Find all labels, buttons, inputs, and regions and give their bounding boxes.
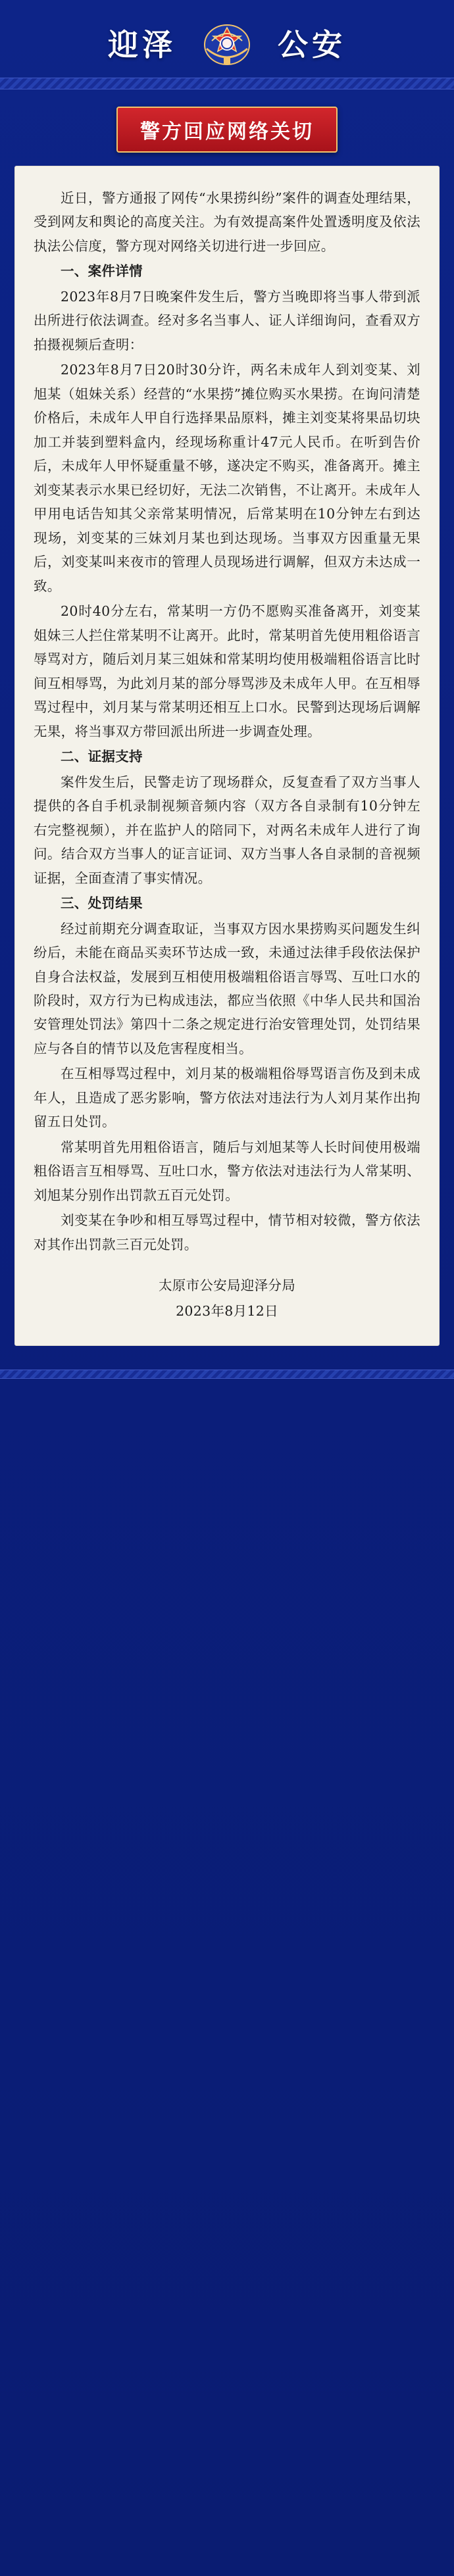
paragraph: 常某明首先用粗俗语言，随后与刘旭某等人长时间使用极端粗俗语言互相辱骂、互吐口水，警方依法对违法行为人常某明、刘旭某分别作出罚款五百元处罚。 [34, 1139, 420, 1203]
paragraph: 刘变某在争吵和相互辱骂过程中，情节相对较微，警方依法对其作出罚款三百元处罚。 [34, 1212, 420, 1252]
signature-organization: 太原市公安局迎泽分局 [159, 1277, 295, 1294]
section-heading-3: 三、处罚结果 [61, 895, 143, 912]
title-section [0, 89, 454, 166]
decorative-band-bottom [0, 1370, 454, 1379]
signature-date: 2023年8月12日 [176, 1302, 278, 1319]
paragraph: 经过前期充分调查取证，当事双方因水果捞购买问题发生纠纷后，未能在商品买卖环节达成一致，未通过法律手段依法保护自身合法权益，发展到互相使用极端粗俗语言辱骂、互吐口水的阶段时，双方行为已构成违法，都应当依照《中华人民共和国治安管理处罚法》第四十二条之规定进行治安管理处罚，处罚结果应与各自的情节以及危害程度相当。 [34, 920, 420, 1056]
paragraph: 2023年8月7日晚案件发生后，警方当晚即将当事人带到派出所进行依法调查。经对多名当事人、证人详细询问，查看双方拍摄视频后查明： [34, 288, 420, 353]
paragraph: 20时40分左右，常某明一方仍不愿购买准备离开，刘变某姐妹三人拦住常某明不让离开。此时，常某明首先使用粗俗语言辱骂对方，随后刘月某三姐妹和常某明均使用极端粗俗语言比时间互相辱骂，为此刘月某的部分辱骂涉及未成年人甲。在互相辱骂过程中，刘月某与常某明还相互上口水。民警到达现场后调解无果，将当事双方带回派出所进一步调查处理。 [34, 603, 420, 739]
header-right-word: 公安 [278, 27, 346, 62]
article-body [14, 166, 440, 1346]
police-emblem-icon [199, 14, 255, 71]
section-heading-2: 二、证据支持 [61, 749, 143, 765]
title-plate [116, 107, 338, 153]
footer-spacer [0, 1346, 454, 1363]
decorative-band-top [0, 78, 454, 89]
section-heading-1: 一、案件详情 [61, 263, 143, 280]
paragraph: 在互相辱骂过程中，刘月某的极端粗俗辱骂语言伤及到未成年人，且造成了恶劣影响，警方依法对违法行为人刘月某作出拘留五日处罚。 [34, 1066, 420, 1130]
page-title: 警方回应网络关切 [140, 120, 314, 143]
header [0, 0, 454, 78]
paragraph: 近日，警方通报了网传“水果捞纠纷”案件的调查处理结果，受到网友和舆论的高度关注。为有效提高案件处置透明度及依法执法公信度，警方现对网络关切进行进一步回应。 [34, 190, 420, 254]
paragraph: 案件发生后，民警走访了现场群众，反复查看了双方当事人提供的各自手机录制视频音频内容（双方各自录制有10分钟左右完整视频），并在监护人的陪同下，对两名未成年人进行了询问。结合双方当事人的证言证词、双方当事人各自录制的音视频证据，全面查清了事实情况。 [34, 774, 420, 886]
header-left-word: 迎泽 [108, 27, 176, 62]
paragraph: 2023年8月7日20时30分许，两名未成年人到刘变某、刘旭某（姐妹关系）经营的“水果捞”摊位购买水果捞。在询问清楚价格后，未成年人甲自行选择果品原料，摊主刘变某将果品切块加工并装到塑料盒内，经现场称重计47元人民币。在听到告价后，未成年人甲怀疑重量不够，遂决定不购买，准备离开。摊主刘变某表示水果已经切好，无法二次销售，不让离开。未成年人甲用电话告知其父亲常某明情况，后常某明在10分钟左右到达现场，刘变某的三妹刘月某也到达现场。当事双方因重量无果后，刘变某叫来夜市的管理人员现场进行调解，但双方未达成一致。 [34, 362, 420, 594]
